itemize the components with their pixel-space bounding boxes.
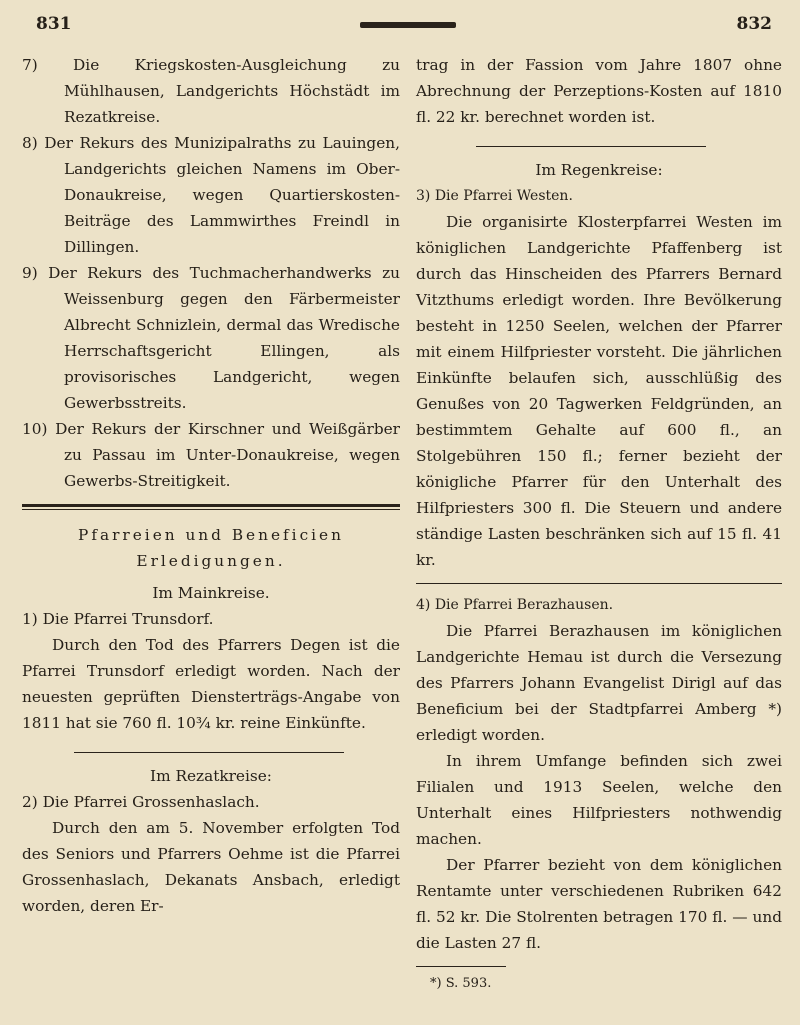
section-divider [22,504,400,510]
list-item: 9) Der Rekurs des Tuchmacherhandwerks zu Weissenburg gegen den Färbermeister Albrecht Schnizlein, dermal das Wredische Herrschaftsgericht Ellingen, als provisorisches Landgericht, wegen Gewerbsstreits. [22,264,400,412]
divider-short [476,146,706,147]
list-item: 8) Der Rekurs des Munizipalraths zu Lauingen, Landgerichts gleichen Namens im Ober-Donaukreise, wegen Quartierskosten-Beiträge des Lammwirthes Freindl in Dillingen. [22,134,400,256]
section-heading-sub: Erledigungen. [136,552,286,570]
entry-text-trunsdorf: Durch den Tod des Pfarrers Degen ist die Pfarrei Trunsdorf erledigt worden. Nach der neuesten geprüften Diensterträgs-Angabe von 1811 hat sie 760 fl. 10¾ kr. reine Einkünfte. [22,636,400,732]
footnote: *) S. 593. [430,976,492,991]
district-heading-rezatkreis: Im Rezatkreise: [150,767,272,785]
section-heading: Pfarreien und Beneficien [78,526,344,544]
entry-text-westen: Die organisirte Klosterpfarrei Westen im königlichen Landgerichte Pfaffenberg ist durch das Hinscheiden des Pfarrers Bernard Vitzthums erledigt worden. Ihre Bevölkerung besteht in 1250 Seelen, welchen der Pfarrer mit einem Hilfpriester vorsteht. Die jährlichen Einkünfte belaufen sich, ausschlüßig des Genußes von 20 Tagwerken Feldgründen, an bestimmtem Gehalte auf 600 fl., an Stolgebühren 150 fl.; ferner bezieht der königliche Pfarrer für den Unterhalt des Hilfpriesters 300 fl. Die Steuern und andere ständige Lasten beschränken sich auf 15 fl. 41 kr. [416,213,782,569]
page-number-left: 831 [36,14,72,34]
entry-text-berazhausen-1: Die Pfarrei Berazhausen im königlichen Landgerichte Hemau ist durch die Versezung des Pfarrers Johann Evangelist Dirigl auf das Beneficium bei der Stadtpfarrei Amberg *) erledigt worden. [416,622,782,744]
list-item: 10) Der Rekurs der Kirschner und Weißgärber zu Passau im Unter-Donaukreise, wegen Gewerbs-Streitigkeit. [22,420,400,490]
entry-text-berazhausen-2: In ihrem Umfange befinden sich zwei Filialen und 1913 Seelen, welche den Unterhalt eines Hilfpriesters nothwendig machen. [416,752,782,848]
list-item: 7) Die Kriegskosten-Ausgleichung zu Mühlhausen, Landgerichts Höchstädt im Rezatkreise. [22,56,400,126]
district-heading-regenkreis: Im Regenkreise: [535,161,663,179]
footnote-rule [416,966,506,967]
header-ornament-bar [360,22,456,28]
entry-title-trunsdorf: 1) Die Pfarrei Trunsdorf. [22,610,214,628]
entry-title-westen: 3) Die Pfarrei Westen. [416,188,573,204]
entry-title-berazhausen: 4) Die Pfarrei Berazhausen. [416,597,614,613]
divider-full [416,583,782,584]
entry-text-berazhausen-3: Der Pfarrer bezieht von dem königlichen Rentamte unter verschiedenen Rubriken 642 fl. 52 kr. Die Stolrenten betragen 170 fl. — und die Lasten 27 fl. [416,856,782,952]
right-column [416,52,782,997]
continuation-text: trag in der Fassion vom Jahre 1807 ohne Abrechnung der Perzeptions-Kosten auf 1810 fl. 22 kr. berechnet worden ist. [416,56,782,126]
district-heading-mainkreis: Im Mainkreise. [152,584,270,602]
entry-text-grossenhaslach: Durch den am 5. November erfolgten Tod des Seniors und Pfarrers Oehme ist die Pfarrei Grossenhaslach, Dekanats Ansbach, erledigt worden, deren Er- [22,819,400,915]
divider-short [74,752,344,753]
page-number-right: 832 [736,14,772,34]
left-column [22,52,400,919]
entry-title-grossenhaslach: 2) Die Pfarrei Grossenhaslach. [22,793,260,811]
